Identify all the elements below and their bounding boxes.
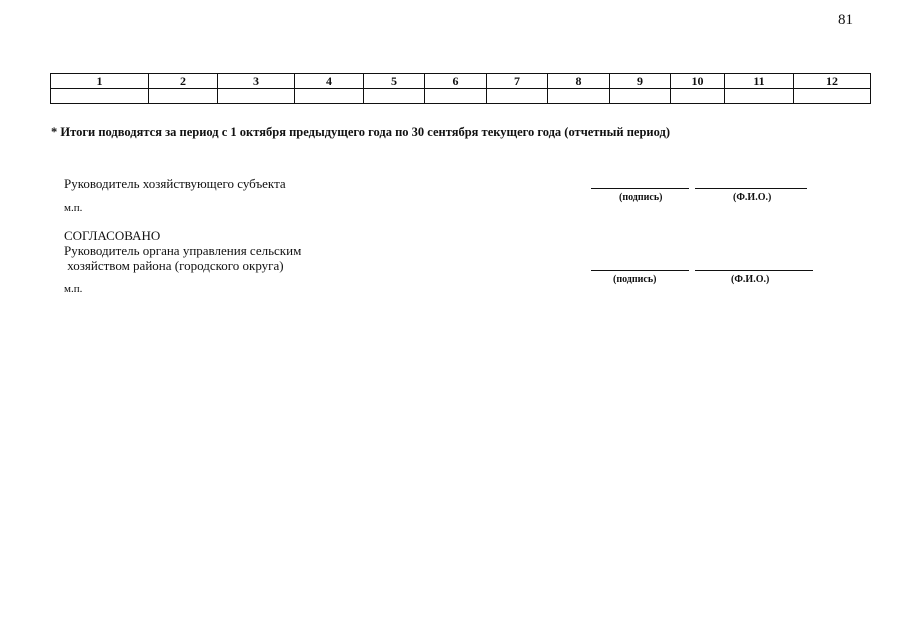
columns-table (50, 73, 871, 104)
agreed-heading: СОГЛАСОВАНО (64, 228, 161, 243)
column-number: 2 (149, 74, 218, 89)
signature-caption: (подпись) (619, 192, 663, 203)
table-cell (51, 89, 149, 104)
column-number: 10 (671, 74, 725, 89)
column-number: 6 (425, 74, 487, 89)
table-cell (149, 89, 218, 104)
table-cell (610, 89, 671, 104)
signature-line (591, 270, 689, 271)
column-number: 4 (295, 74, 364, 89)
column-number: 7 (487, 74, 548, 89)
seal-mark: м.п. (64, 283, 83, 295)
signature-line (591, 188, 689, 189)
table-cell (295, 89, 364, 104)
table-cell (725, 89, 794, 104)
column-number: 11 (725, 74, 794, 89)
table-cell (671, 89, 725, 104)
signature-caption: (подпись) (613, 274, 657, 285)
seal-mark: м.п. (64, 202, 83, 214)
table-cell (364, 89, 425, 104)
name-caption: (Ф.И.О.) (733, 192, 772, 203)
column-number: 12 (794, 74, 871, 89)
name-line (695, 188, 807, 189)
column-number: 5 (364, 74, 425, 89)
agreed-title-line1: Руководитель органа управления сельским (64, 243, 302, 258)
name-line (695, 270, 813, 271)
agreed-title-line2: хозяйством района (городского округа) (64, 258, 284, 273)
column-number: 3 (218, 74, 295, 89)
name-caption: (Ф.И.О.) (731, 274, 770, 285)
table-cell (794, 89, 871, 104)
table-cell (218, 89, 295, 104)
column-number: 9 (610, 74, 671, 89)
page-number: 81 (838, 12, 853, 28)
table-header-row (51, 74, 871, 89)
column-number: 8 (548, 74, 610, 89)
footnote: * Итоги подводятся за период с 1 октября предыдущего года по 30 сентября текущего года (отчетный период) (51, 125, 671, 139)
table-cell (548, 89, 610, 104)
column-number: 1 (51, 74, 149, 89)
table-cell (425, 89, 487, 104)
head-title: Руководитель хозяйствующего субъекта (64, 176, 286, 191)
table-cell (487, 89, 548, 104)
table-row (51, 89, 871, 104)
